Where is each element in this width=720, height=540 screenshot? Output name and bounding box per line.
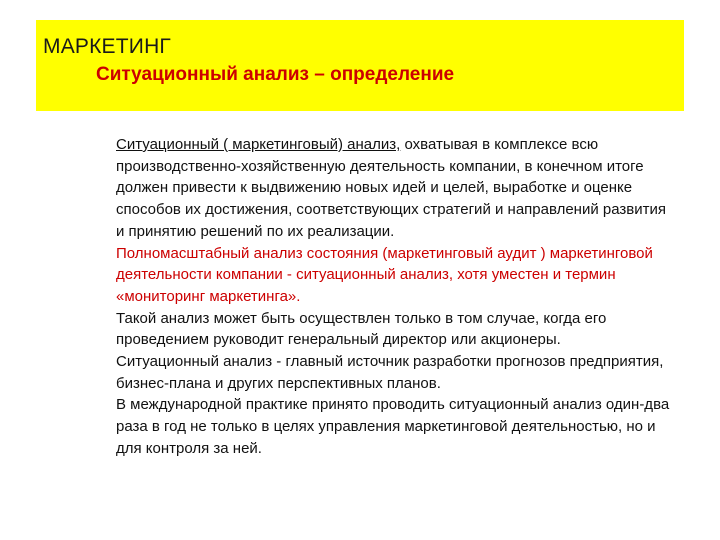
paragraph-definition <box>85 134 675 243</box>
paragraph-forecast-source: Ситуационный анализ - главный источник разработки прогнозов предприятия, бизнес-плана и других перспективных планов. <box>116 353 664 392</box>
paragraph-definition-text: охватывая в комплексе всю производственно-хозяйственную деятельность компании, в конечном итоге должен привести к выдвижению новых идей и целей, выработке и оценке способов их достижения, соответствующих стратегий и направлений развития и принятию решений по их реализации. <box>116 136 667 240</box>
paragraph-audit: Полномасштабный анализ состояния (маркетинговый аудит ) маркетинговой деятельности компании - ситуационный анализ, хотя уместен и термин «мониторинг маркетинга». <box>116 244 653 305</box>
slide-title: МАРКЕТИНГ <box>43 35 172 58</box>
paragraph-international-practice: В международной практике принято проводить ситуационный анализ один-два раза в год не только в целях управления маркетинговой деятельностью, но и для контроля за ней. <box>116 396 670 457</box>
paragraph-leadership: Такой анализ может быть осуществлен только в том случае, когда его проведением руководит генеральный директор или акционеры. <box>116 309 607 349</box>
term-situational-analysis: Ситуационный ( маркетинговый) анализ, <box>116 136 401 153</box>
slide-subtitle: Ситуационный анализ – определение <box>96 64 455 85</box>
body-text <box>85 134 675 460</box>
